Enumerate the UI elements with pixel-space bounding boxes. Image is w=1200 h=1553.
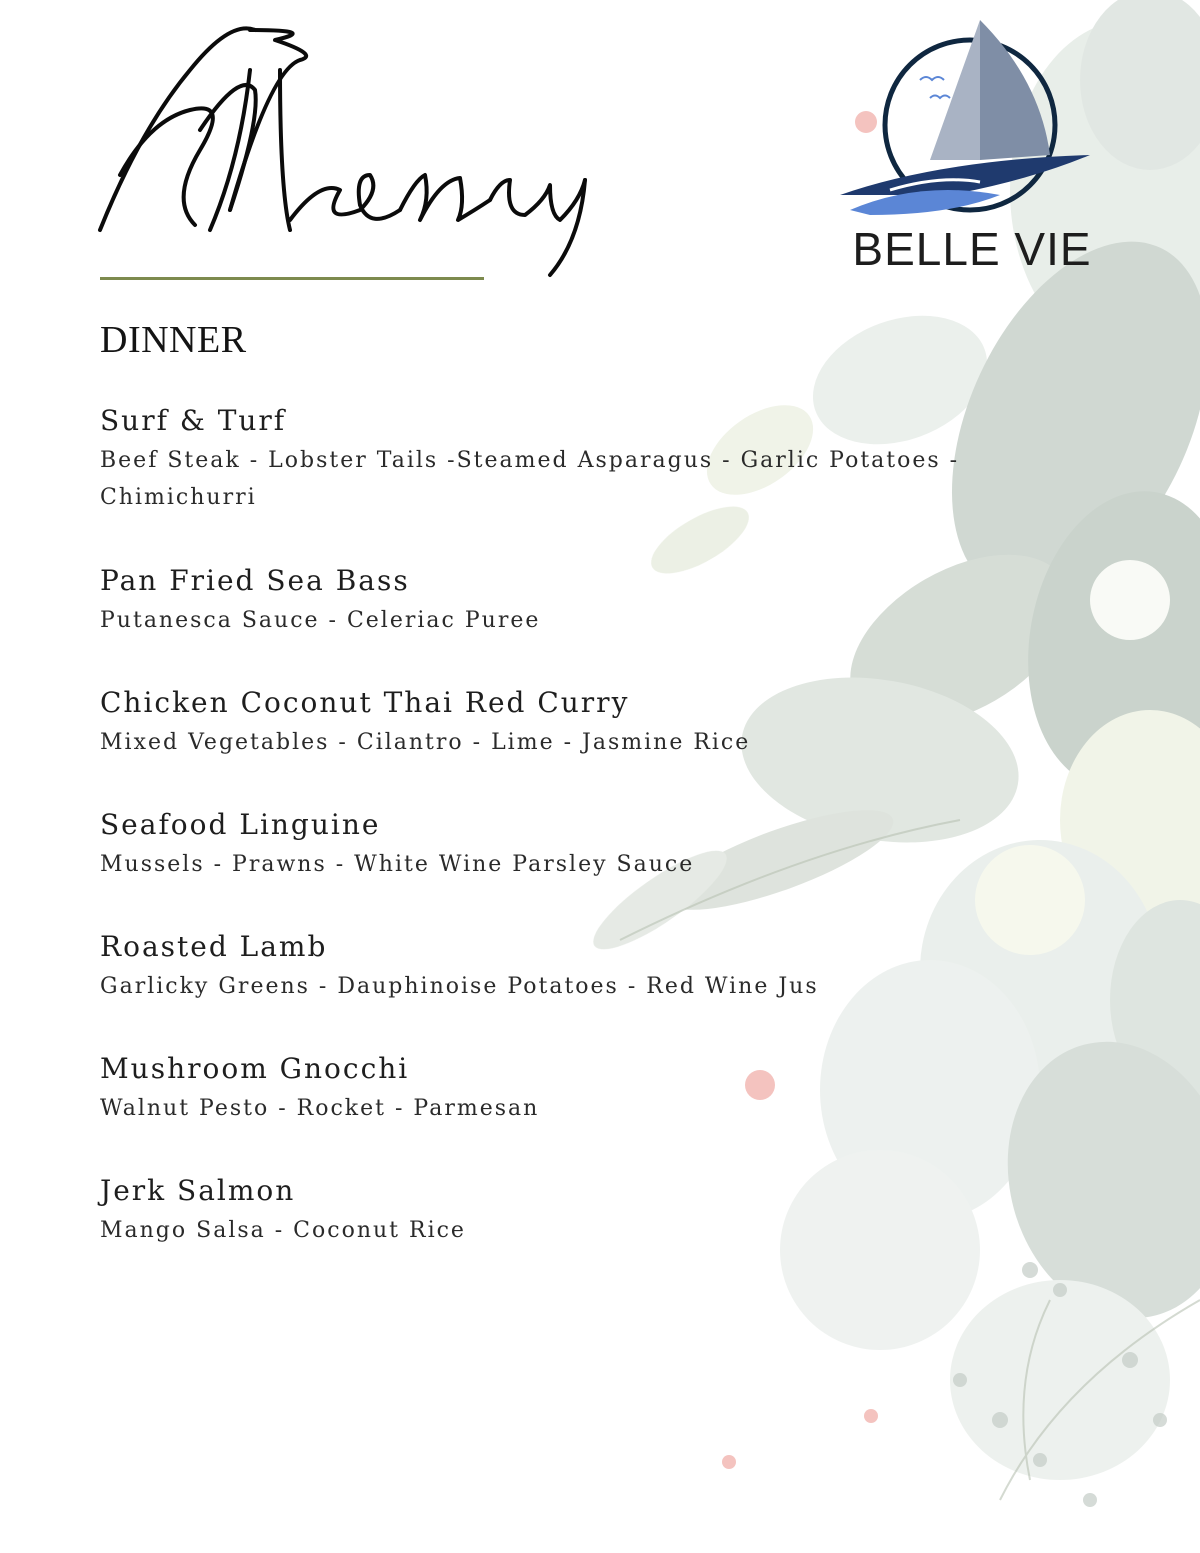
menu-item [100,1048,1100,1170]
dish-name: Pan Fried Sea Bass [100,564,410,597]
dish-name: Seafood Linguine [100,808,381,841]
dish-description: Garlicky Greens - Dauphinoise Potatoes - Red Wine Jus [100,974,819,999]
title-underline [100,277,484,280]
brand-name: BELLE VIE [852,223,1092,275]
menu-item [100,400,1100,560]
sailboat-waves-logo-icon [830,10,1100,240]
menu-list [100,400,1100,1292]
menu-item [100,682,1100,804]
section-heading-dinner: DINNER [100,319,247,361]
dish-name: Chicken Coconut Thai Red Curry [100,686,630,719]
dish-name: Surf & Turf [100,404,287,437]
menu-item [100,804,1100,926]
dish-description: Mango Salsa - Coconut Rice [100,1218,466,1243]
dish-description: Beef Steak - Lobster Tails -Steamed Asparagus - Garlic Potatoes - Chimichurri [100,448,960,510]
dish-name: Jerk Salmon [100,1174,296,1207]
dish-name: Roasted Lamb [100,930,328,963]
menu-script-title [80,10,620,290]
dish-name: Mushroom Gnocchi [100,1052,410,1085]
menu-item [100,1170,1100,1292]
menu-item [100,560,1100,682]
dish-description: Putanesca Sauce - Celeriac Puree [100,608,541,633]
dish-description: Mixed Vegetables - Cilantro - Lime - Jasmine Rice [100,730,751,755]
menu-item [100,926,1100,1048]
dish-description: Walnut Pesto - Rocket - Parmesan [100,1096,540,1121]
dish-description: Mussels - Prawns - White Wine Parsley Sauce [100,852,695,877]
